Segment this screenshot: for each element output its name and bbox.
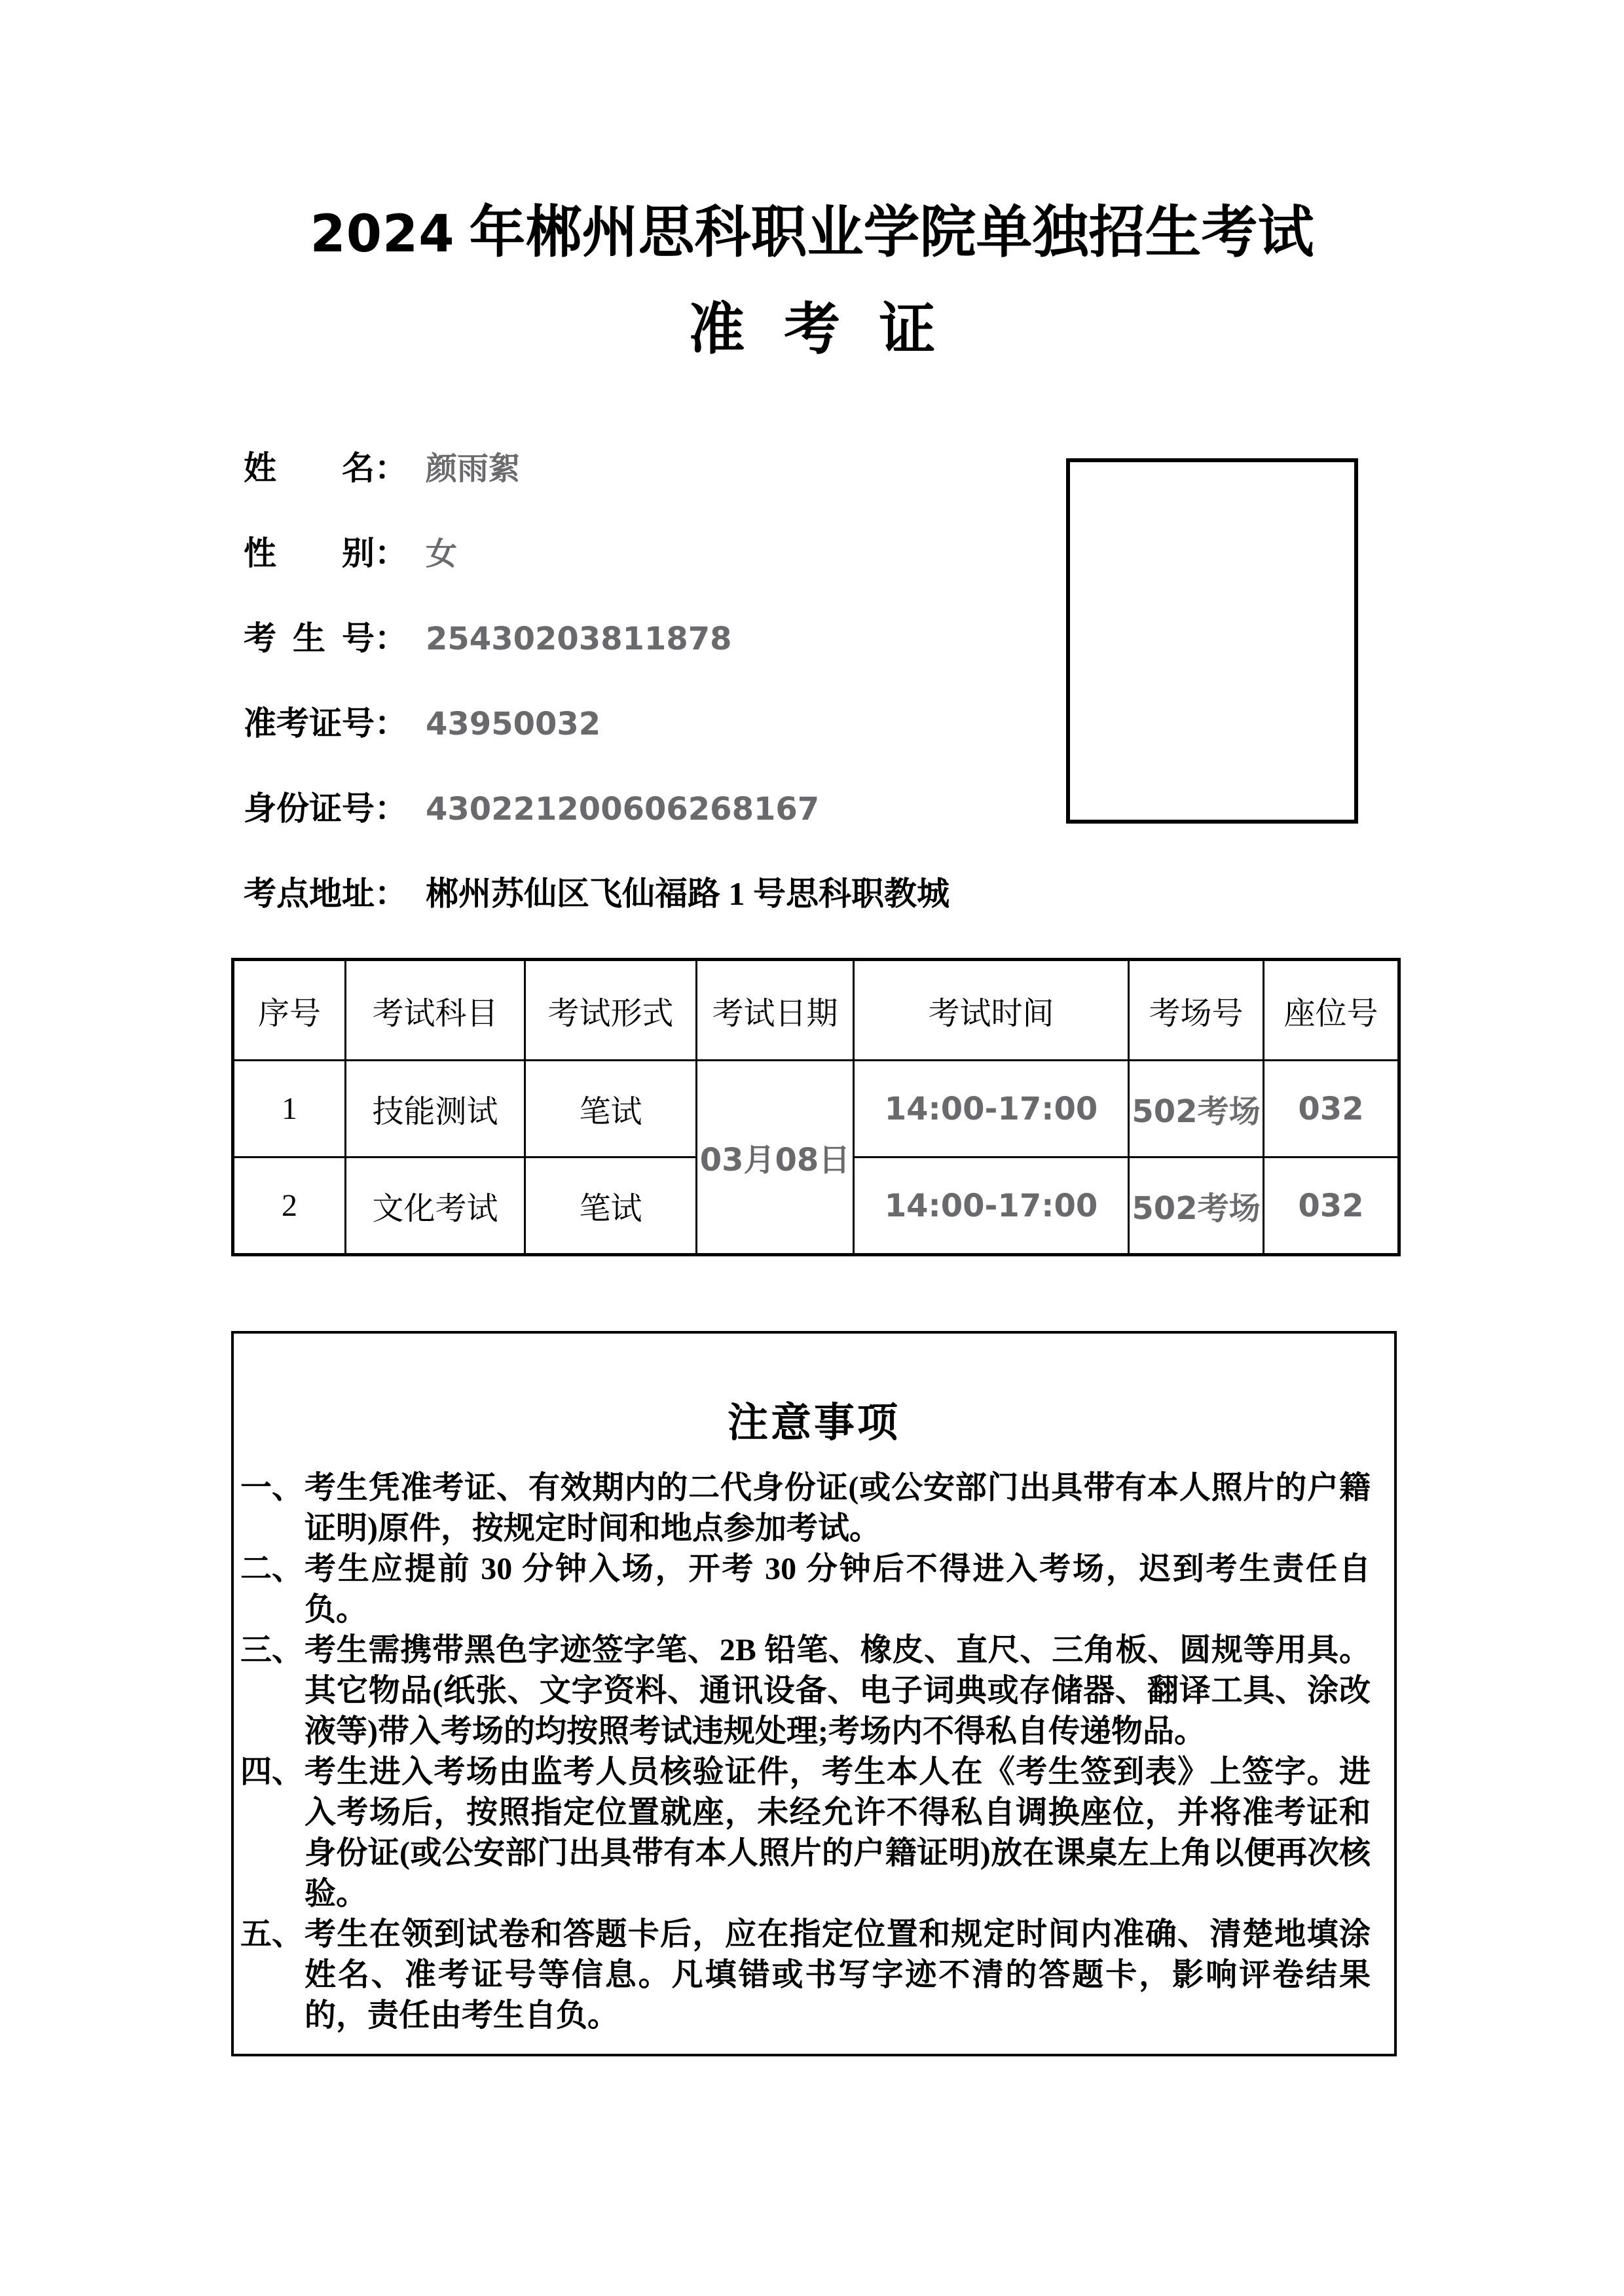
cell-time: 14:00-17:00 (854, 1157, 1129, 1255)
notice-item-2 (240, 1549, 1371, 1630)
field-gender-label: 性别 (244, 535, 375, 572)
cell-date-merged: 03月08日 (697, 1061, 854, 1255)
page-title-line1 (0, 196, 1624, 270)
title-year: 2024 (310, 205, 455, 264)
notice-item-1 (240, 1468, 1371, 1549)
notice-item-5-text: 考生在领到试卷和答题卡后，应在指定位置和规定时间内准确、清楚地填涂姓名、准考证号等信息。凡填错或书写字迹不清的答题卡，影响评卷结果的，责任由考生自负。 (304, 1917, 1371, 2033)
notice-list (240, 1468, 1371, 2036)
notice-item-2-marker: 二、 (240, 1552, 304, 1586)
header-date: 考试日期 (697, 960, 854, 1061)
field-candidate-number-label: 考生号 (244, 620, 375, 657)
table-row (233, 1061, 1399, 1157)
cell-seq: 2 (233, 1157, 346, 1255)
notice-item-3-marker: 三、 (240, 1633, 304, 1667)
cell-form: 笔试 (525, 1157, 697, 1255)
title-text: 年郴州思科职业学院单独招生考试 (469, 201, 1314, 264)
field-id-number-label: 身份证号 (244, 790, 375, 827)
field-name-colon: ： (375, 450, 407, 486)
cell-form: 笔试 (525, 1061, 697, 1157)
field-id-number (244, 788, 819, 830)
photo-placeholder-box (1066, 458, 1358, 824)
table-header-row (233, 960, 1399, 1061)
field-id-number-value: 430221200606268167 (426, 791, 820, 828)
field-gender-value: 女 (426, 536, 458, 572)
header-room: 考场号 (1129, 960, 1264, 1061)
header-form: 考试形式 (525, 960, 697, 1061)
cell-room: 502考场 (1129, 1061, 1264, 1157)
field-ticket-number-colon: ： (375, 705, 407, 742)
field-ticket-number-value: 43950032 (426, 706, 601, 742)
field-candidate-number (244, 617, 732, 660)
field-exam-site-address-colon: ： (375, 875, 407, 912)
field-id-number-colon: ： (375, 790, 407, 827)
header-seat: 座位号 (1264, 960, 1399, 1061)
notice-item-3-text: 考生需携带黑色字迹签字笔、2B 铅笔、橡皮、直尺、三角板、圆规等用具。其它物品(纸张、文字资料、通讯设备、电子词典或存储器、翻译工具、涂改液等)带入考场的均按照考试违规处理;考场内不得私自传递物品。 (304, 1633, 1371, 1749)
cell-seq: 1 (233, 1061, 346, 1157)
header-seq: 序号 (233, 960, 346, 1061)
cell-room: 502考场 (1129, 1157, 1264, 1255)
field-candidate-number-colon: ： (375, 620, 407, 657)
page-title-line2: 准 考 证 (688, 298, 936, 361)
cell-subject: 技能测试 (346, 1061, 525, 1157)
header-subject: 考试科目 (346, 960, 525, 1061)
cell-time: 14:00-17:00 (854, 1061, 1129, 1157)
notice-item-3 (240, 1630, 1371, 1752)
notice-item-4-marker: 四、 (240, 1755, 304, 1789)
field-exam-site-address (244, 873, 950, 915)
field-name (244, 447, 520, 490)
cell-seat: 032 (1264, 1157, 1399, 1255)
field-exam-site-address-label: 考点地址 (244, 875, 375, 912)
notice-item-4 (240, 1752, 1371, 1914)
cell-seat: 032 (1264, 1061, 1399, 1157)
field-exam-site-address-value: 郴州苏仙区飞仙福路 1 号思科职教城 (426, 875, 950, 912)
exam-schedule-table (231, 958, 1401, 1256)
field-gender (244, 532, 457, 575)
notice-item-2-text: 考生应提前 30 分钟入场，开考 30 分钟后不得进入考场，迟到考生责任自负。 (304, 1552, 1371, 1627)
notice-item-4-text: 考生进入考场由监考人员核验证件，考生本人在《考生签到表》上签字。进入考场后，按照指定位置就座，未经允许不得私自调换座位，并将准考证和身份证(或公安部门出具带有本人照片的户籍证明)放在课桌左上角以便再次核验。 (304, 1755, 1371, 1911)
field-name-value: 颜雨絮 (426, 450, 521, 487)
notice-item-1-text: 考生凭准考证、有效期内的二代身份证(或公安部门出具带有本人照片的户籍证明)原件，按规定时间和地点参加考试。 (304, 1470, 1371, 1546)
field-name-label: 姓名 (244, 450, 375, 486)
notice-box (231, 1331, 1397, 2056)
field-gender-colon: ： (375, 535, 407, 572)
header-time: 考试时间 (854, 960, 1129, 1061)
notice-item-5 (240, 1914, 1371, 2036)
field-candidate-number-value: 25430203811878 (426, 621, 732, 657)
notice-item-1-marker: 一、 (240, 1470, 304, 1505)
field-ticket-number (244, 702, 600, 745)
notice-title: 注意事项 (727, 1401, 900, 1446)
field-ticket-number-label: 准考证号 (244, 705, 375, 742)
cell-subject: 文化考试 (346, 1157, 525, 1255)
notice-item-5-marker: 五、 (240, 1917, 304, 1952)
